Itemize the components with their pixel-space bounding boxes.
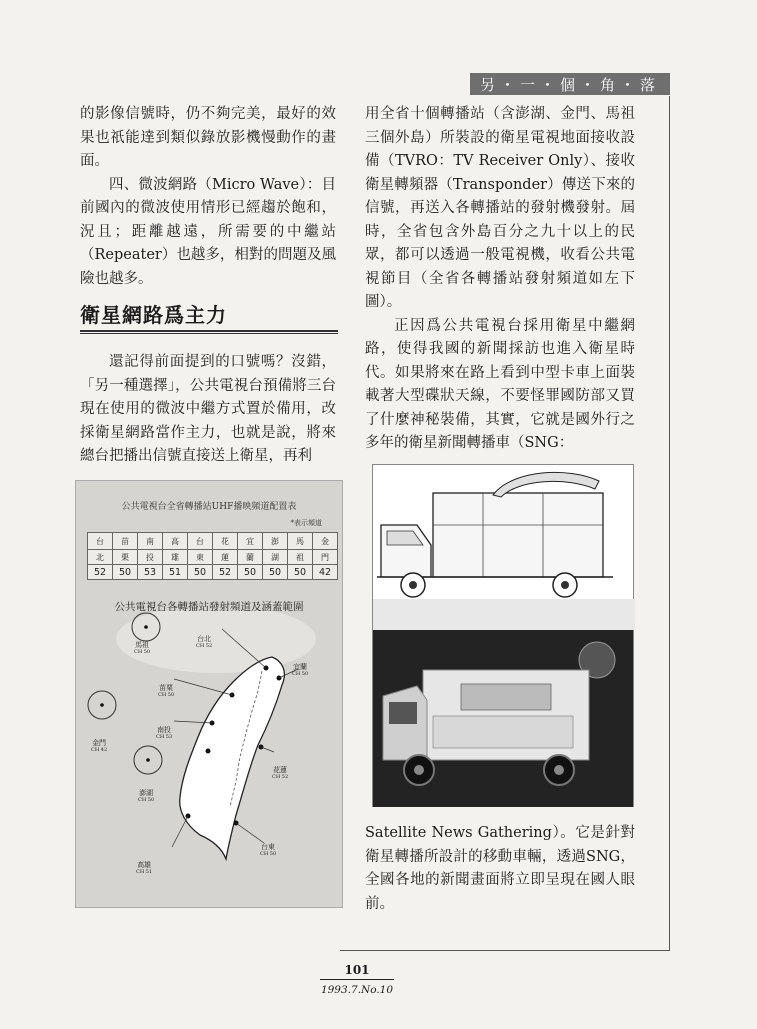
label-mazu: 馬祖 CH 50 [134,641,151,655]
photo-cab-window [389,702,417,724]
truck-cargo-box [433,493,603,577]
label-gaoxiong: 高雄 CH 51 [136,861,153,875]
right-paragraph-1: 用全省十個轉播站（含澎湖、金門、馬祖三個外島）所裝設的衛星電視地面接收設備（TVRO：TV Receiver Only）、接收衛星轉頻器（Transponder）傳送下來的信號，再送入各轉播站的發射機發射。屆時，全省包含外島百分之九十以上的民眾，都可以透過一般電視機，收看公共電視節目（全省各轉播站發射頻道如左下圖）。 [365,106,635,310]
label-jinmen: 金門 CH 42 [91,739,108,753]
rear-wheel-hub [561,581,569,589]
chiayi-station-dot [206,749,211,754]
label-penghu: 澎湖 CH 50 [138,789,155,803]
section-heading-rule [80,330,338,334]
station-name-cell: 高 [163,533,188,550]
photo-front-wheel-hub [414,765,424,775]
sng-truck-figure [372,464,634,807]
map-title: 公共電視台全省轉播站UHF播映頻道配置表 [121,502,297,512]
station-name-cell: 蓮 [213,550,238,565]
left-paragraph-2: 四、微波網路（Micro Wave）：目前國內的微波使用情形已經趨於飽和，況且；距離越遠，所需要的中繼站（Repeater）也越多，相對的問題及風險也越多。 [80,176,336,287]
label-hualian: 花蓮 CH 52 [272,766,289,780]
station-name-cell: 宜 [238,533,263,550]
drawing-ground-area [373,599,635,630]
channel-value-cell: 50 [188,565,213,580]
left-column-middle [80,351,336,469]
sng-truck-photo-graphic [373,630,633,807]
miaoli-leader-line [174,679,232,695]
station-name-cell: 台 [188,533,213,550]
station-name-cell: 蘭 [238,550,263,565]
label-yilan: 宜蘭 CH 50 [292,663,309,677]
station-name-cell: 金 [313,533,338,550]
right-paragraph-3: Satellite News Gathering）。它是針對衛星轉播所設計的移動車輛，透過SNG，全國各地的新聞畫面將立即呈現在國人眼前。 [365,825,635,912]
channel-value-row [88,565,338,580]
channel-value-cell: 51 [163,565,188,580]
station-name-cell: 澎 [263,533,288,550]
right-column-top [365,103,635,456]
footer-rule [320,979,394,980]
station-name-cell: 花 [213,533,238,550]
channel-value-cell: 52 [213,565,238,580]
station-name-cell: 祖 [288,550,313,565]
photo-rear-wheel-hub [554,765,564,775]
station-name-cell: 台 [88,533,113,550]
taiwan-island-outline [180,657,285,859]
station-name-cell: 門 [313,550,338,565]
station-name-cell: 苗 [113,533,138,550]
station-name-row-1 [88,533,338,550]
channel-value-cell: 52 [88,565,113,580]
gaoxiong-leader-line [172,816,188,847]
channel-map-figure [75,480,343,908]
left-paragraph-1: 的影像信號時，仍不夠完美，最好的效果也祇能達到類似錄放影機慢動作的畫面。 [80,106,336,169]
channel-value-cell: 53 [138,565,163,580]
jinmen-station-dot [100,703,104,707]
channel-table [87,532,338,580]
channel-value-cell: 50 [263,565,288,580]
right-column-bottom [365,822,635,916]
station-name-cell: 雄 [163,550,188,565]
station-name-cell: 東 [188,550,213,565]
penghu-station-dot [146,758,150,762]
sng-truck-photo [373,630,633,807]
page-number: 101 [344,963,370,977]
frame-bottom-rule [340,950,670,951]
map-subtitle: 公共電視台各轉播站發射頻道及涵蓋範圍 [114,601,304,613]
channel-value-cell: 50 [113,565,138,580]
station-name-row-2 [88,550,338,565]
station-name-cell: 投 [138,550,163,565]
station-name-cell: 北 [88,550,113,565]
photo-truck-side-panel [433,716,573,748]
station-name-cell: 栗 [113,550,138,565]
label-nantou: 南投 CH 53 [156,726,173,740]
right-paragraph-2: 正因爲公共電視台採用衛星中繼網路，使得我國的新聞採訪也進入衛星時代。如果將來在路上看到中型卡車上面裝載著大型碟狀天線，不要怪罪國防部又買了什麼神秘裝備，其實，它就是國外行之多年的衛星新聞轉播車（SNG： [365,317,635,451]
issue-line: 1993.7.No.10 [320,984,394,996]
hualian-leader-line [261,747,274,752]
label-miaoli: 苗栗 CH 50 [158,684,175,698]
channel-value-cell: 50 [288,565,313,580]
station-name-cell: 湖 [263,550,288,565]
station-name-cell: 南 [138,533,163,550]
left-paragraph-3: 還記得前面提到的口號嗎？沒錯，「另一種選擇」，公共電視台預備將三台現在使用的微波中繼方式置於備用，改採衛星網路當作主力，也就是說，將來總台把播出信號直接送上衛星，再利 [80,354,336,464]
label-taidong: 台東 CH 50 [260,843,277,857]
left-column-top [80,103,336,291]
map-note: *表示頻道 [290,519,322,527]
front-wheel-hub [409,581,417,589]
taiwan-map-graphic [76,611,344,909]
photo-truck-logo-panel [461,684,551,710]
sng-truck-line-drawing [373,465,635,630]
mazu-station-dot [144,625,148,629]
taidong-leader-line [236,823,264,843]
station-name-cell: 馬 [288,533,313,550]
frame-right-rule [669,96,670,951]
label-taibei: 台北 CH 52 [196,635,213,649]
section-heading: 衛星網路爲主力 [80,303,227,327]
channel-value-cell: 42 [313,565,338,580]
column-title-banner: 另・一・個・角・落 [470,73,670,95]
channel-value-cell: 50 [238,565,263,580]
